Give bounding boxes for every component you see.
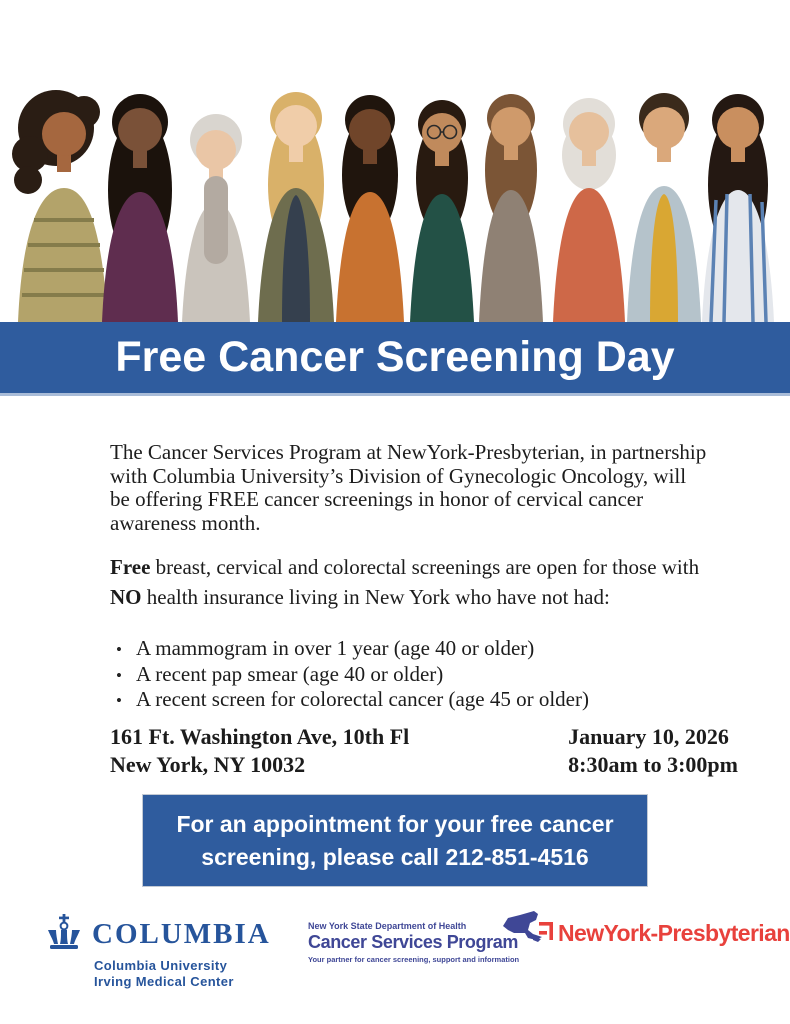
intro-paragraph: The Cancer Services Program at NewYork-Presbyterian, in partnership with Columbia University’s Division of Gynecologic Oncology, will be offering FREE cancer screenings in honor of cervical cancer awareness month. xyxy=(110,440,707,535)
eligibility-text-1: breast, cervical and colorectal screenings are open for those with xyxy=(150,555,700,579)
columbia-wordmark: COLUMBIA xyxy=(92,918,271,950)
cta-line-1: For an appointment for your free cancer xyxy=(176,810,614,837)
group-photo xyxy=(0,70,790,322)
nyp-wordmark: NewYork-Presbyterian xyxy=(558,920,790,946)
bullet-item-pap-smear: • A recent pap smear (age 40 or older) xyxy=(136,662,710,688)
title-banner xyxy=(0,322,790,396)
event-datetime xyxy=(568,723,738,779)
columbia-crown-icon xyxy=(44,914,84,955)
group-photo-illustration xyxy=(0,70,790,322)
csp-department-line: New York State Department of Health xyxy=(308,921,467,931)
csp-program-name: Cancer Services Program xyxy=(308,932,518,952)
columbia-logo-row xyxy=(44,914,271,955)
eligibility-bold-free: Free xyxy=(110,555,151,579)
event-address xyxy=(110,723,409,779)
columbia-subtitle-line-1: Columbia University xyxy=(94,958,228,973)
columbia-subtitle-line-2: Irving Medical Center xyxy=(94,974,234,989)
address-line-1: 161 Ft. Washington Ave, 10th Fl xyxy=(110,724,410,749)
address-line-2: New York, NY 10032 xyxy=(110,752,306,777)
nyp-mark-icon xyxy=(538,920,555,949)
eligibility-bold-no: NO xyxy=(110,585,142,609)
event-date: January 10, 2026 xyxy=(568,724,729,749)
cta-line-2: screening, please call 212-851-4516 xyxy=(201,843,589,870)
cancer-services-program-logo xyxy=(308,921,520,964)
event-time: 8:30am to 3:00pm xyxy=(568,752,738,777)
page-title: Free Cancer Screening Day xyxy=(115,333,675,381)
eligibility-paragraph xyxy=(110,552,710,612)
event-info xyxy=(110,723,738,779)
bullet-item-mammogram: • A mammogram in over 1 year (age 40 or older) xyxy=(136,636,710,662)
columbia-subtitle xyxy=(94,958,271,990)
csp-tagline: Your partner for cancer screening, support and information xyxy=(308,955,520,964)
bullet-item-colorectal: • A recent screen for colorectal cancer (age 45 or older) xyxy=(136,687,710,713)
appointment-cta-box xyxy=(142,794,648,887)
eligibility-text-2: health insurance living in New York who have not had: xyxy=(141,585,610,609)
columbia-logo xyxy=(44,914,271,990)
body-content xyxy=(110,441,710,713)
newyork-presbyterian-logo xyxy=(538,920,790,949)
eligibility-list xyxy=(110,636,710,713)
